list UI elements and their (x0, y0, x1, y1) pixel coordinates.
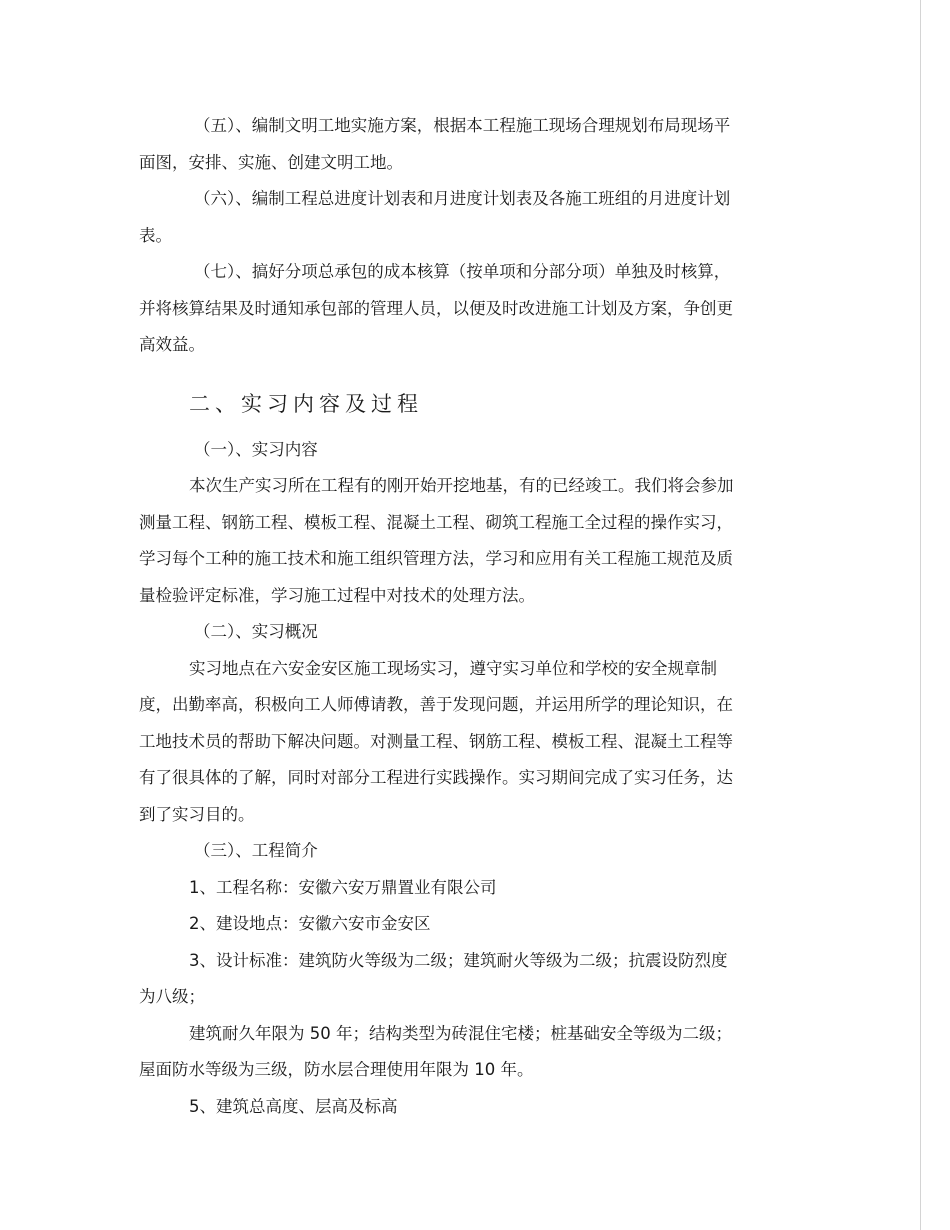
subsection-heading: （一）、实习内容 (194, 439, 318, 459)
list-item: 建筑耐久年限为 50 年；结构类型为砖混住宅楼；桩基础安全等级为二级； (189, 1023, 732, 1043)
paragraph-line: 到了实习目的。 (139, 804, 255, 824)
list-item: 2、建设地点：安徽六安市金安区 (189, 914, 431, 933)
list-item: 1、工程名称：安徽六安万鼎置业有限公司 (189, 877, 497, 897)
paragraph-line: 量检验评定标准，学习施工过程中对技术的处理方法。 (139, 585, 535, 605)
paragraph-line: 学习每个工种的施工技术和施工组织管理方法，学习和应用有关工程施工规范及质 (139, 549, 733, 568)
paragraph-line: 高效益。 (139, 335, 205, 354)
paragraph-line: 本次生产实习所在工程有的刚开始开挖地基，有的已经竣工。我们将会参加 (189, 476, 734, 495)
paragraph-line: （七）、搞好分项总承包的成本核算（按单项和分部分项）单独及时核算， (194, 262, 731, 281)
list-item: 3、设计标准：建筑防火等级为二级；建筑耐火等级为二级；抗震设防烈度 (189, 950, 728, 970)
section-heading: 二、实习内容及过程 (189, 391, 423, 416)
page-edge-divider (920, 0, 921, 1230)
list-item: 5、建筑总高度、层高及标高 (189, 1096, 398, 1116)
paragraph-line: 测量工程、钢筋工程、模板工程、混凝土工程、砌筑工程施工全过程的操作实习， (139, 512, 733, 532)
paragraph-line: 屋面防水等级为三级，防水层合理使用年限为 10 年。 (139, 1060, 534, 1079)
subsection-heading: （二）、实习概况 (194, 622, 318, 641)
paragraph-line: 为八级； (139, 987, 205, 1006)
paragraph-line: 度，出勤率高，积极向工人师傅请教，善于发现问题，并运用所学的理论知识，在 (139, 695, 733, 714)
paragraph-line: 并将核算结果及时通知承包部的管理人员，以便及时改进施工计划及方案，争创更 (139, 298, 733, 318)
paragraph-line: 工地技术员的帮助下解决问题。对测量工程、钢筋工程、模板工程、混凝土工程等 (139, 731, 733, 751)
paragraph-line: 有了很具体的了解，同时对部分工程进行实践操作。实习期间完成了实习任务，达 (139, 768, 733, 787)
paragraph-line: 面图，安排、实施、创建文明工地。 (139, 152, 403, 172)
document-body (139, 108, 769, 1125)
paragraph-line: （六）、编制工程总进度计划表和月进度计划表及各施工班组的月进度计划 (194, 189, 731, 208)
paragraph-line: （五）、编制文明工地实施方案，根据本工程施工现场合理规划布局现场平 (194, 116, 731, 135)
paragraph-line: 实习地点在六安金安区施工现场实习，遵守实习单位和学校的安全规章制 (189, 658, 717, 678)
subsection-heading: （三）、工程简介 (194, 841, 318, 860)
paragraph-line: 表。 (139, 225, 172, 245)
